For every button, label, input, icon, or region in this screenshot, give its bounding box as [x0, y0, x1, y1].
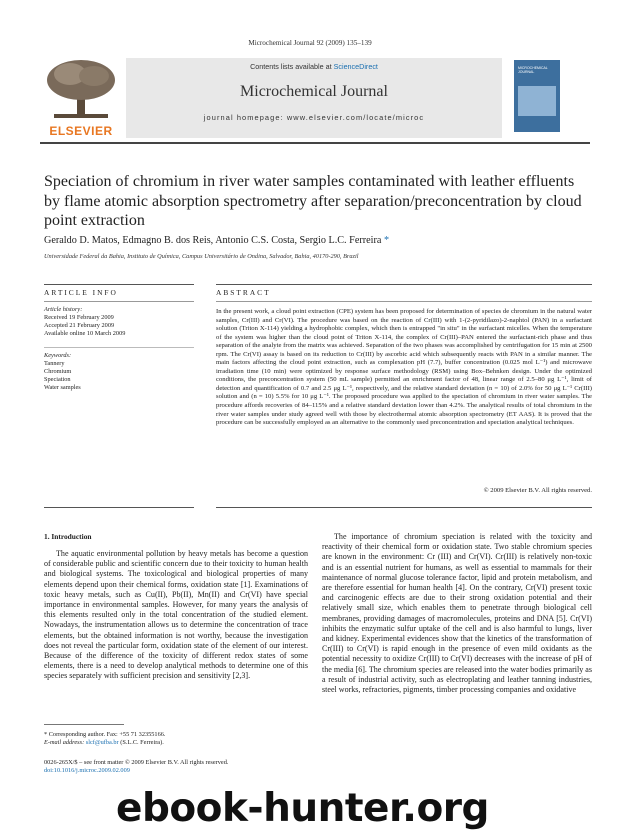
journal-homepage[interactable]: journal homepage: www.elsevier.com/locate/microc [203, 113, 425, 122]
cover-title: MICROCHEMICAL JOURNAL [518, 66, 548, 75]
running-head: Microchemical Journal 92 (2009) 135–139 [248, 39, 372, 47]
watermark: ebook-hunter.org [116, 786, 489, 831]
info-mid-rule [44, 347, 194, 348]
intro-left-column: The aquatic environmental pollution by heavy metals has become a question of considerable public and scientific concern due to their toxicity to human health and biological systems. The toxicological and biological properties of many elements depend upon their chemical forms, oxidation state [1]. Examinations of toxic heavy metals, such as Cu(II), Pb(II), Mn(II) and Cr(VI) have special importance in environmental samples. However, for many years the analysis of this elements resulted only in the total concentration of the studied element. Nowadays, the instrumentation allows us to determine the concentration of trace elements, but the obtained information is not worthy, because the investigation does not reveal the particular form, oxidation state of the element of our interest. Because of the difference of the toxicity of different redox states of some elements, there is a need to develop analytical methods to determine one of this species separately with sufficient precision and sensitivity [2,3]. [44, 549, 308, 681]
article-title: Speciation of chromium in river water samples contaminated with leather effluents by flame atomic absorption spectrometry after separation/preconcentration by cloud point extraction [44, 173, 582, 229]
journal-header-band [126, 58, 502, 138]
intro-right-column: The importance of chromium speciation is related with the toxicity and reactivity of their chemical form or oxidation state. Two stable chromium species are known in the environment: Cr (III) and Cr(VI). Cr(III) is relatively non-toxic and is an essential nutrient for humans, as well as essential to mammals for their maintenance of normal glucose tolerance factor, lipid and protein metabolism, and are therefore essential for human health [4]. On the contrary, Cr(VI) present toxic and carcinogenic effects are due to their strong oxidation potential and their relatively small size, which enables them to penetrate through biological cell membranes, providing damages of macromolecules, proteins and DNA [5]. Cr(VI) inhibits the enzymatic sulfur uptake of the cell and is also harmful to lungs, liver and kidney. Experimental evidences show that the kinetics of the transformation of Cr(III) to Cr(VI) is rapid enough in the presence of even mild oxidants as the potential necessity to oxidize Cr(III) to Cr(VI) decreases with the increase of pH of the media [6]. The chromium species are released into the water bodies primarily as a result of industrial activity, such as electroplating and leather tanning industries, steel works, refractories, pigments, timber processing companies and oxidative [322, 532, 592, 695]
author-list [44, 235, 589, 246]
issn-line: 0026-265X/$ – see front matter © 2009 Elsevier B.V. All rights reserved. [44, 759, 229, 766]
introduction-heading: 1. Introduction [44, 532, 92, 541]
abstract-top-rule [216, 284, 592, 285]
history-accepted: Accepted 21 February 2009 [44, 322, 115, 329]
publisher-logo-text: ELSEVIER [49, 124, 113, 138]
keyword-item: Water samples [44, 384, 81, 391]
footnote-rule [44, 724, 124, 725]
keyword-item: Tannery [44, 360, 65, 367]
abstract-sub-rule [216, 301, 592, 302]
email-label: E-mail address: [44, 739, 86, 747]
email-suffix: (S.L.C. Ferreira). [118, 739, 164, 747]
corresponding-author-mark[interactable]: * [383, 235, 390, 246]
info-top-rule [44, 284, 194, 285]
article-history [44, 306, 194, 338]
abstract-copyright: © 2009 Elsevier B.V. All rights reserved. [483, 487, 592, 494]
abstract-heading: ABSTRACT [216, 288, 271, 297]
history-received: Received 19 February 2009 [44, 314, 114, 321]
info-bottom-rule [44, 507, 194, 508]
contents-prefix: Contents lists available at [250, 62, 334, 71]
elsevier-logo[interactable] [40, 58, 122, 138]
email-line [44, 739, 299, 747]
history-online: Available online 10 March 2009 [44, 330, 126, 337]
keywords-block [44, 352, 194, 392]
info-sub-rule [44, 301, 194, 302]
elsevier-tree-icon [40, 58, 122, 122]
keywords-label: Keywords: [44, 352, 72, 359]
email-link[interactable]: slcf@ufba.br [85, 739, 119, 747]
abstract-bottom-rule [216, 507, 592, 508]
contents-line [126, 62, 502, 71]
cover-illustration [518, 86, 556, 116]
journal-title: Microchemical Journal [240, 83, 388, 100]
sciencedirect-link[interactable]: ScienceDirect [333, 62, 378, 71]
affiliation: Universidade Federal da Bahia, Instituto de Química, Campus Universitário de Ondina, Salvador, Bahia, 40170-290, Brazil [44, 253, 359, 260]
authors-text: Geraldo D. Matos, Edmagno B. dos Reis, Antonio C.S. Costa, Sergio L.C. Ferreira [44, 235, 382, 246]
journal-masthead [40, 58, 590, 144]
doi-link[interactable]: doi:10.1016/j.microc.2009.02.009 [44, 767, 130, 775]
keyword-item: Chromium [44, 368, 72, 375]
corresponding-author-note: * Corresponding author. Fax: +55 71 32355166. [44, 731, 166, 738]
issn-block [44, 759, 314, 776]
history-label: Article history: [44, 306, 83, 313]
article-info-heading: ARTICLE INFO [44, 288, 118, 297]
abstract-body: In the present work, a cloud point extraction (CPE) system has been proposed for determination of species de chromium in the natural water samples, Cr(III) and Cr(VI). The procedure was based on the reaction of Cr(III) with 1-(2-pyridilazo)-2-naphtol (PAN) in a surfactant solution (Triton X-114) yielding a hydrophobic complex, which then is entrapped "in situ" in the surfactant micelles. When the temperature of the system was higher than the cloud point of Triton X-114, the complex of Cr(III)–PAN entered the surfactant-rich phase and thus separation of the analyte from the matrix was achieved. Separation of the two phases was accomplished by centrifugation for 15 min at 2500 rpm. The Cr(VI) assay is based on its reduction to Cr(III) by ascorbic acid which subsequently reacts with PAN in a similar manner. The main factors affecting the cloud point extraction, such as complexation pH (7.7), buffer concentration (0.025 mol L⁻¹) and microwave irradiation time (10 min) were optimized by response surface methodology (RSM) using Box–Behnken design. Under the optimized conditions, the preconcentration system (50 mL sample) permitted an enrichment factor of 48, linear range of 2.5–80 μg L⁻¹, limit of detection and quantification of 0.7 and 2.5 μg L⁻¹, respectively, and the relative standard deviation (n = 10) of 2.0% for 50 μg L⁻¹ Cr(III) solution and (n = 10) 5.5% for 10 μg L⁻¹. The proposed procedure was applied to the speciation of chromium in river water samples. The procedure affords recoveries of 84–115% and a relative standard deviation lower than 4.2%. The analytical results of total chromium in the river water samples under study agreed well with those by electrothermal atomic absorption spectrometry (ET AAS). It is proved that the procedure can be successfully employed as an alternative to the commonly used preconcentration and speciation analytical techniques. [216, 308, 592, 427]
keyword-item: Speciation [44, 376, 71, 383]
footnote [44, 731, 299, 748]
journal-cover-image [514, 60, 560, 132]
